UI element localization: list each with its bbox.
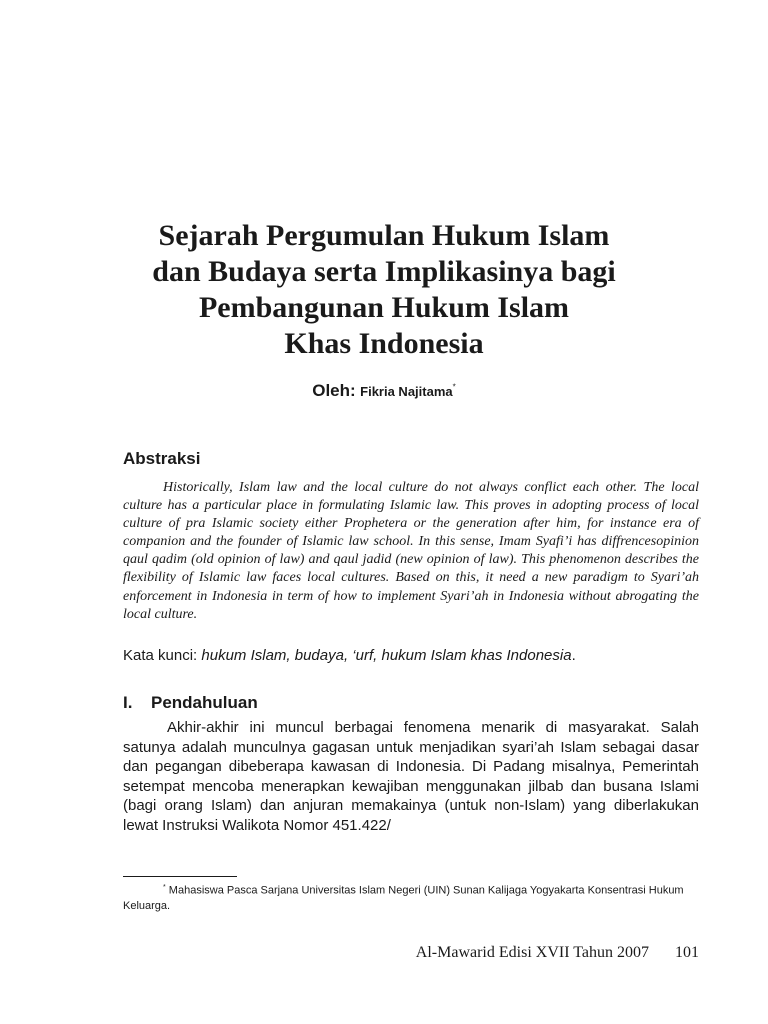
footnote-text: Mahasiswa Pasca Sarjana Universitas Islam Negeri (UIN) Sunan Kalijaga Yogyakarta Konsentrasi Hukum Keluarga.	[123, 884, 684, 912]
keywords-label: Kata kunci:	[123, 647, 198, 664]
title-line: Khas Indonesia	[284, 327, 484, 360]
keywords-line	[123, 646, 699, 666]
section-paragraph: Akhir-akhir ini muncul berbagai fenomena menarik di masyarakat. Salah satunya adalah munculnya gagasan untuk menjadikan syari’ah Islam sebagai dasar dan pegangan dibeberapa kawasan di Indonesia. Di Padang misalnya, Pemerintah setempat mencoba menerapkan kewajiban menggunakan jilbab dan busana Islami (bagi orang Islam) dan anjuran memakainya (untuk non-Islam) yang diberlakukan lewat Instruksi Walikota Nomor 451.422/	[123, 719, 699, 834]
article-title	[100, 218, 668, 362]
title-line: dan Budaya serta Implikasinya bagi	[152, 255, 616, 288]
title-line: Pembangunan Hukum Islam	[198, 291, 570, 324]
abstract-text: Historically, Islam law and the local culture do not always conflict each other. The local culture has a particular place in formulating Islamic law. This proves in adopting process of local culture of pra Islamic society either Prophetera or the generation after him, for instance era of companion and the founder of Islamic law school. In this sense, Imam Syafi’i has diffrencesopinion qaul qadim (old opinion of law) and qaul jadid (new opinion of law). This phenomenon describes the flexibility of Islamic law faces local cultures. Based on this, it need a new paradigm to Syari’ah enforcement in Indonesia in term of how to implement Syari’ah in Indonesia without abrogating the local culture.	[123, 480, 699, 622]
page-number: 101	[675, 944, 699, 961]
footnote	[123, 880, 703, 914]
keywords-terms: hukum Islam, budaya, ‘urf, hukum Islam khas Indonesia	[201, 647, 572, 664]
footnote-divider	[123, 876, 237, 877]
abstract-heading: Abstraksi	[123, 449, 201, 468]
section-number: I.	[123, 693, 133, 712]
title-line: Sejarah Pergumulan Hukum Islam	[158, 219, 610, 252]
running-footer	[300, 944, 699, 962]
author-name: Fikria Najitama	[360, 384, 453, 399]
section-title: Pendahuluan	[151, 693, 258, 712]
section-heading	[123, 693, 258, 713]
journal-name: Al-Mawarid Edisi XVII Tahun 2007	[415, 944, 649, 961]
author-footnote-mark: *	[452, 382, 456, 392]
keywords-end: .	[571, 647, 576, 664]
byline	[100, 381, 668, 401]
footnote-mark: *	[163, 884, 166, 891]
byline-label: Oleh:	[312, 381, 356, 400]
